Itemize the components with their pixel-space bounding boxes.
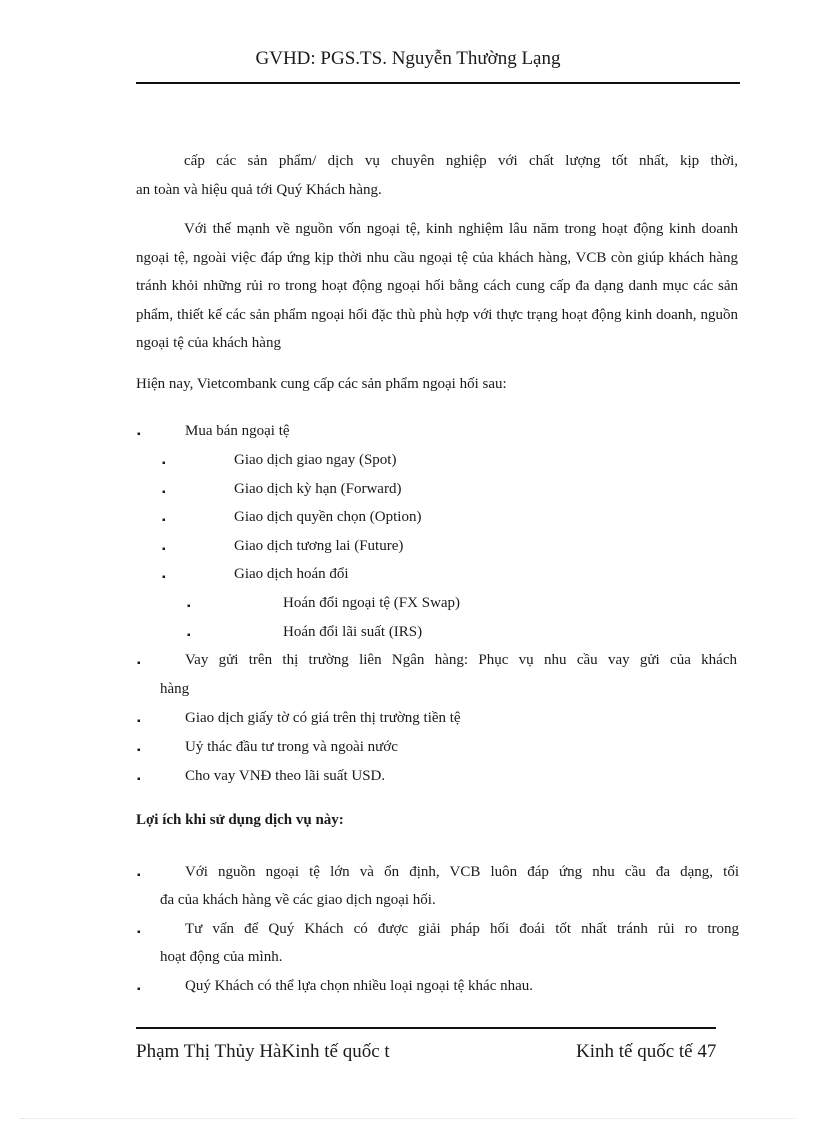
bullet-icon: ▪ (137, 984, 141, 995)
bullet-icon: ▪ (137, 429, 141, 440)
page-header: GVHD: PGS.TS. Nguyễn Thường Lạng (255, 48, 561, 69)
list-item: Cho vay VNĐ theo lãi suất USD. (185, 768, 386, 784)
list-item-continuation: hàng (160, 681, 190, 697)
list-item: Với nguồn ngoại tệ lớn và ổn định, VCB luôn đáp ứng nhu cầu đa dạng, tối (185, 864, 739, 880)
list-item: Giao dịch tương lai (Future) (234, 538, 404, 554)
list-item: Hoán đổi ngoại tệ (FX Swap) (283, 595, 461, 611)
list-item: Tư vấn để Quý Khách có được giải pháp hối đoái tốt nhất tránh rủi ro trong (185, 921, 739, 937)
bullet-icon: ▪ (137, 870, 141, 881)
list-item-continuation: hoạt động của mình. (160, 949, 283, 965)
bullet-icon: ▪ (137, 927, 141, 938)
list-item: Giao dịch giao ngay (Spot) (234, 452, 397, 468)
page-edge (20, 1118, 796, 1119)
bullet-icon: ▪ (162, 487, 166, 498)
list-item: Uỷ thác đầu tư trong và ngoài nước (185, 739, 398, 755)
bullet-icon: ▪ (162, 544, 166, 555)
bullet-icon: ▪ (162, 515, 166, 526)
paragraph-1-line-2: an toàn và hiệu quả tới Quý Khách hàng. (136, 181, 382, 198)
list-item: Giao dịch quyền chọn (Option) (234, 509, 422, 525)
bullet-icon: ▪ (137, 716, 141, 727)
section-heading: Lợi ích khi sử dụng dịch vụ này: (136, 812, 344, 828)
bullet-icon: ▪ (137, 774, 141, 785)
list-item: Mua bán ngoại tệ (185, 423, 290, 439)
footer-page-number: Kinh tế quốc tế 47 (576, 1041, 717, 1062)
bullet-icon: ▪ (187, 601, 191, 612)
footer-author: Phạm Thị Thủy HàKinh tế quốc t (136, 1041, 390, 1062)
paragraph-1-line-1: cấp các sản phẩm/ dịch vụ chuyên nghiệp với chất lượng tốt nhất, kịp thời, (184, 153, 738, 169)
footer-rule (136, 1027, 716, 1029)
paragraph-2-text: Với thế mạnh về nguồn vốn ngoại tệ, kinh nghiệm lâu năm trong hoạt động kinh doanh ngoại tệ, ngoài việc đáp ứng kịp thời nhu cầu ngoại tệ của khách hàng, VCB còn giúp khách hàng tránh khỏi những rủi ro trong hoạt động ngoại hối bằng cách cung cấp đa dạng danh mục các sản phẩm, thiết kế các sản phẩm ngoại hối đặc thù phù hợp với thực trạng hoạt động kinh doanh, nguồn ngoại tệ của khách hàng (136, 221, 738, 351)
bullet-icon: ▪ (137, 745, 141, 756)
header-rule (136, 82, 740, 84)
list-item-continuation: đa của khách hàng về các giao dịch ngoại hối. (160, 892, 436, 908)
list-item: Giao dịch giấy tờ có giá trên thị trường tiền tệ (185, 710, 461, 726)
bullet-icon: ▪ (187, 630, 191, 641)
paragraph-3: Hiện nay, Vietcombank cung cấp các sản phẩm ngoại hối sau: (136, 376, 507, 392)
list-item: Hoán đổi lãi suất (IRS) (283, 624, 423, 640)
list-item: Quý Khách có thể lựa chọn nhiều loại ngoại tệ khác nhau. (185, 978, 534, 994)
list-item: Vay gửi trên thị trường liên Ngân hàng: Phục vụ nhu cầu vay gửi của khách (185, 652, 737, 668)
bullet-icon: ▪ (162, 458, 166, 469)
bullet-icon: ▪ (162, 572, 166, 583)
paragraph-1 (136, 147, 738, 204)
paragraph-2 (136, 215, 738, 358)
bullet-icon: ▪ (137, 658, 141, 669)
list-item: Giao dịch kỳ hạn (Forward) (234, 481, 402, 497)
list-item: Giao dịch hoán đổi (234, 566, 349, 582)
